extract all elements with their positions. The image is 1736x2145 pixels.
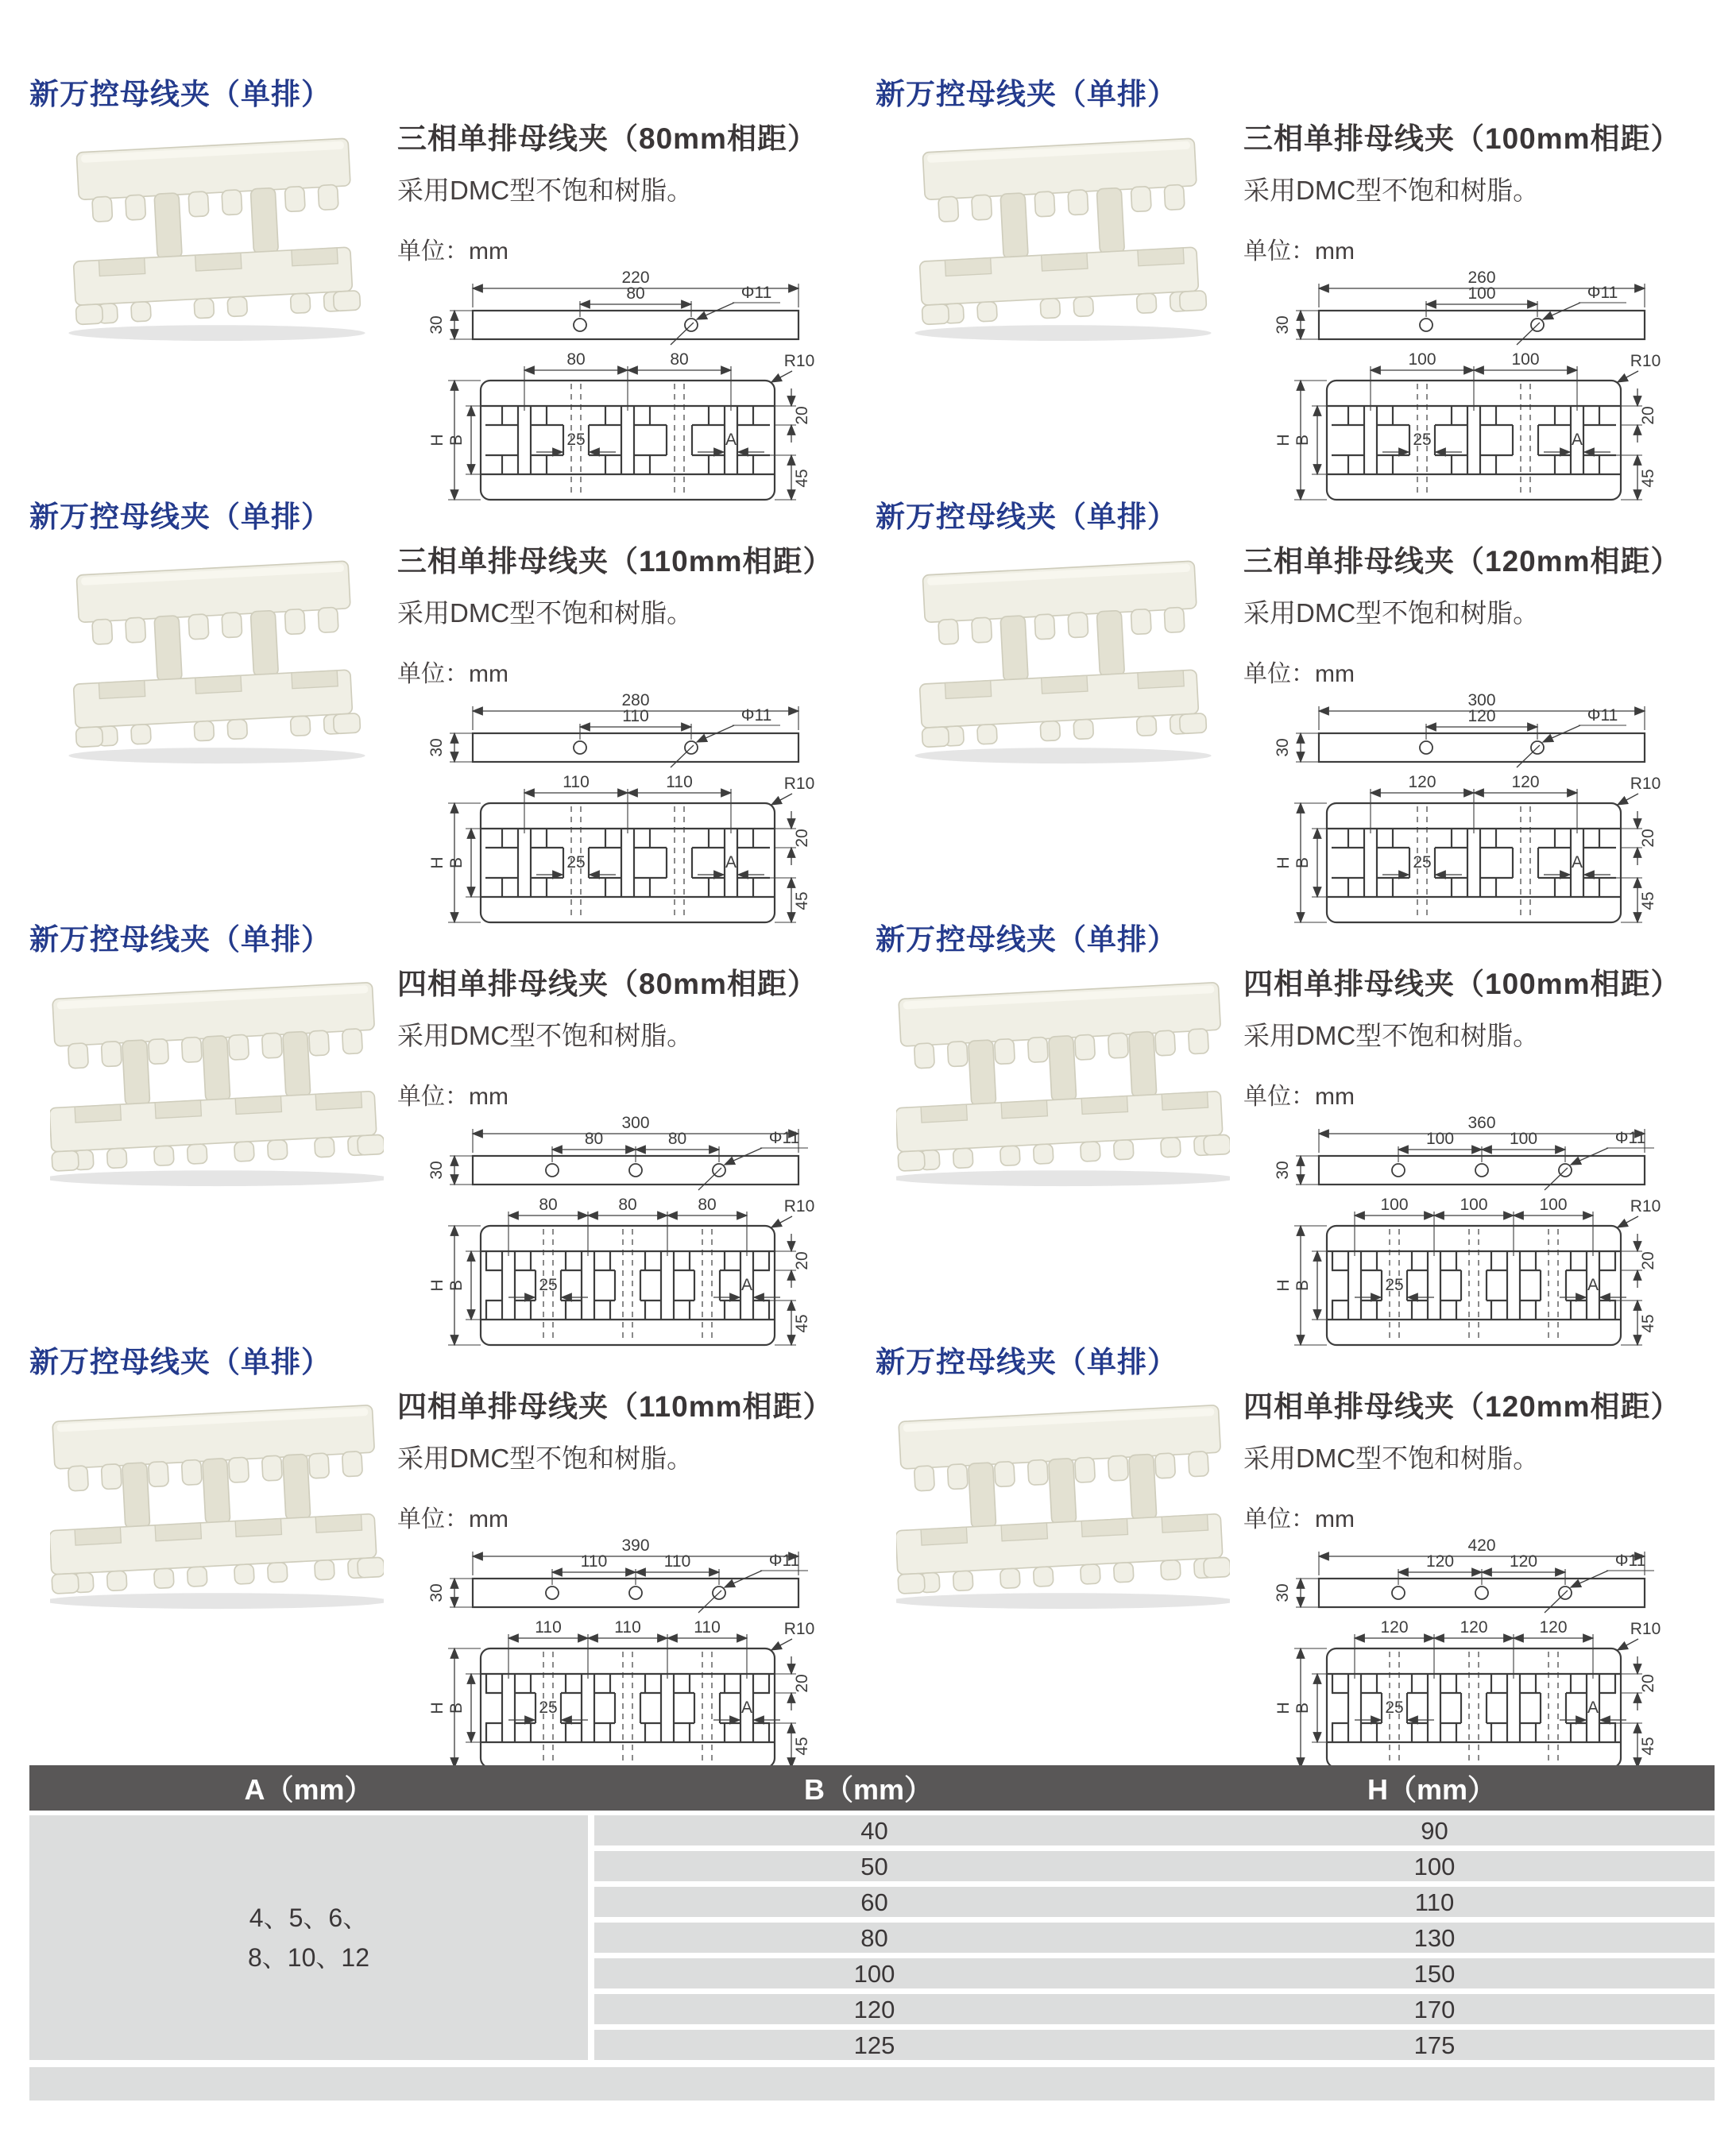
product-subtitle: 采用DMC型不饱和树脂。 (397, 176, 694, 205)
svg-text:20: 20 (793, 406, 811, 425)
svg-text:80: 80 (539, 1196, 558, 1214)
svg-text:45: 45 (793, 1314, 811, 1333)
section-content (397, 1382, 860, 1776)
svg-text:Φ11: Φ11 (768, 1552, 800, 1570)
table-cell: 130 (1413, 1924, 1456, 1952)
svg-text:20: 20 (793, 829, 811, 848)
a-values-line: 8、10、12 (248, 1943, 369, 1972)
section-header: 新万控母线夹（单排） (876, 923, 1177, 956)
svg-text:A: A (725, 853, 737, 872)
product-title: 三相单排母线夹（80mm相距） (397, 122, 818, 155)
svg-text:120: 120 (1511, 773, 1540, 791)
col-header-a: A（mm） (244, 1773, 373, 1806)
svg-text:30: 30 (1274, 315, 1292, 334)
svg-text:H: H (428, 1279, 447, 1292)
svg-text:110: 110 (666, 773, 693, 791)
svg-text:R10: R10 (1630, 1197, 1661, 1216)
section-header: 新万控母线夹（单排） (29, 78, 331, 110)
a-values-cell (29, 1815, 588, 2060)
svg-text:25: 25 (1385, 1276, 1404, 1294)
product-section (28, 1336, 860, 1759)
svg-text:20: 20 (1639, 1674, 1657, 1693)
table-cell: 170 (1413, 1996, 1456, 2023)
product-subtitle: 采用DMC型不饱和树脂。 (1243, 1021, 1540, 1050)
table-cell: 50 (860, 1853, 888, 1880)
svg-text:80: 80 (698, 1196, 717, 1214)
product-photo-icon (896, 543, 1230, 771)
svg-text:R10: R10 (1630, 775, 1661, 793)
product-subtitle: 采用DMC型不饱和树脂。 (1243, 598, 1540, 628)
svg-text:B: B (1293, 856, 1312, 869)
svg-text:100: 100 (1380, 1196, 1409, 1214)
product-photo-icon (896, 1389, 1230, 1617)
unit-label: 单位：mm (1243, 238, 1355, 265)
svg-text:110: 110 (563, 773, 590, 791)
table-row (594, 1958, 1715, 1988)
svg-text:45: 45 (793, 1737, 811, 1756)
svg-text:80: 80 (626, 284, 645, 303)
table-row (594, 1994, 1715, 2024)
svg-text:110: 110 (663, 1552, 691, 1571)
table-cell: 120 (853, 1996, 895, 2023)
svg-text:20: 20 (1639, 1251, 1657, 1270)
svg-text:110: 110 (622, 707, 649, 725)
product-title: 四相单排母线夹（100mm相距） (1243, 968, 1681, 1000)
svg-text:B: B (447, 1279, 466, 1292)
section-header: 新万控母线夹（单排） (876, 500, 1177, 533)
svg-text:A: A (1571, 853, 1583, 872)
technical-drawing (397, 1115, 842, 1353)
svg-text:R10: R10 (783, 352, 815, 370)
svg-text:100: 100 (1425, 1130, 1455, 1148)
product-section (874, 1336, 1707, 1759)
svg-text:B: B (447, 434, 466, 446)
svg-text:120: 120 (1460, 1618, 1488, 1637)
svg-text:25: 25 (1385, 1699, 1404, 1717)
svg-text:220: 220 (621, 269, 650, 287)
svg-text:B: B (1293, 434, 1312, 446)
svg-text:80: 80 (670, 350, 689, 369)
product-section (28, 491, 860, 914)
table-cell: 60 (860, 1888, 888, 1916)
svg-text:30: 30 (1274, 738, 1292, 757)
svg-text:30: 30 (1274, 1583, 1292, 1602)
svg-text:120: 120 (1425, 1552, 1455, 1571)
technical-drawing (1243, 1537, 1688, 1776)
svg-text:100: 100 (1509, 1130, 1538, 1148)
section-content (397, 537, 860, 930)
svg-text:25: 25 (566, 431, 586, 449)
svg-text:120: 120 (1380, 1618, 1409, 1637)
table-cell: 125 (853, 2031, 895, 2059)
svg-text:30: 30 (427, 315, 446, 334)
product-title: 四相单排母线夹（120mm相距） (1243, 1390, 1681, 1423)
product-section (28, 914, 860, 1336)
section-content (1243, 960, 1707, 1353)
product-photo-icon (50, 966, 384, 1194)
svg-text:R10: R10 (1630, 352, 1661, 370)
svg-text:100: 100 (1460, 1196, 1488, 1214)
technical-drawing (397, 692, 842, 930)
svg-text:A: A (740, 1699, 753, 1717)
svg-text:25: 25 (1413, 853, 1432, 872)
svg-text:Φ11: Φ11 (740, 706, 772, 725)
section-header: 新万控母线夹（单排） (29, 923, 331, 956)
spec-table-body (29, 1815, 1715, 2060)
svg-text:25: 25 (539, 1276, 558, 1294)
product-photo-icon (896, 966, 1230, 1194)
svg-text:H: H (428, 1702, 447, 1714)
section-header: 新万控母线夹（单排） (876, 78, 1177, 110)
svg-text:80: 80 (566, 350, 586, 369)
table-cell: 100 (1413, 1853, 1456, 1880)
svg-text:25: 25 (539, 1699, 558, 1717)
svg-text:300: 300 (621, 1115, 650, 1132)
spec-table (29, 1765, 1715, 2101)
svg-text:H: H (428, 856, 447, 869)
sections-grid (28, 68, 1707, 1759)
section-header: 新万控母线夹（单排） (876, 1346, 1177, 1378)
svg-text:420: 420 (1467, 1537, 1496, 1555)
product-title: 三相单排母线夹（100mm相距） (1243, 122, 1681, 155)
product-title: 四相单排母线夹（110mm相距） (397, 1390, 833, 1423)
svg-text:260: 260 (1467, 269, 1496, 287)
svg-text:20: 20 (1639, 829, 1657, 848)
product-title: 四相单排母线夹（80mm相距） (397, 968, 818, 1000)
svg-text:45: 45 (793, 891, 811, 910)
svg-text:45: 45 (793, 469, 811, 488)
table-cell: 100 (853, 1960, 895, 1988)
technical-drawing (1243, 1115, 1688, 1353)
product-section (874, 68, 1707, 491)
svg-text:H: H (1274, 1279, 1293, 1292)
svg-text:120: 120 (1539, 1618, 1568, 1637)
table-row (594, 1815, 1715, 1845)
table-cell: 90 (1421, 1817, 1448, 1845)
table-cell: 110 (1414, 1888, 1455, 1916)
svg-text:120: 120 (1408, 773, 1436, 791)
svg-text:R10: R10 (1630, 1620, 1661, 1638)
svg-text:25: 25 (1413, 431, 1432, 449)
svg-text:280: 280 (621, 692, 650, 709)
technical-drawing (397, 269, 842, 508)
section-content (397, 960, 860, 1353)
product-subtitle: 采用DMC型不饱和树脂。 (397, 1444, 694, 1473)
svg-text:30: 30 (1274, 1161, 1292, 1180)
unit-label: 单位：mm (1243, 661, 1355, 687)
svg-text:Φ11: Φ11 (740, 284, 772, 302)
svg-text:110: 110 (580, 1552, 608, 1571)
svg-text:25: 25 (566, 853, 586, 872)
svg-text:45: 45 (1639, 1737, 1657, 1756)
product-section (874, 914, 1707, 1336)
svg-text:120: 120 (1509, 1552, 1538, 1571)
unit-label: 单位：mm (397, 238, 508, 265)
table-row (594, 1923, 1715, 1953)
svg-text:390: 390 (621, 1537, 650, 1555)
unit-label: 单位：mm (397, 1084, 508, 1110)
svg-text:H: H (1274, 856, 1293, 869)
svg-text:A: A (740, 1276, 753, 1294)
product-subtitle: 采用DMC型不饱和树脂。 (1243, 176, 1540, 205)
svg-text:100: 100 (1467, 284, 1496, 303)
unit-label: 单位：mm (397, 1506, 508, 1532)
table-cell: 150 (1413, 1960, 1456, 1988)
technical-drawing (1243, 692, 1688, 930)
table-footer-strip (29, 2067, 1715, 2101)
product-title: 三相单排母线夹（120mm相距） (1243, 545, 1681, 578)
section-content (1243, 114, 1707, 508)
svg-text:80: 80 (584, 1130, 604, 1148)
svg-text:300: 300 (1467, 692, 1496, 709)
svg-text:Φ11: Φ11 (1614, 1129, 1646, 1147)
svg-text:A: A (725, 431, 737, 449)
unit-label: 单位：mm (1243, 1084, 1355, 1110)
svg-text:100: 100 (1511, 350, 1540, 369)
col-header-h: H（mm） (1367, 1773, 1497, 1806)
bh-rows (594, 1815, 1715, 2060)
product-section (28, 68, 860, 491)
svg-text:30: 30 (427, 1583, 446, 1602)
svg-text:120: 120 (1467, 707, 1496, 725)
svg-text:R10: R10 (783, 1620, 815, 1638)
product-subtitle: 采用DMC型不饱和树脂。 (397, 1021, 694, 1050)
col-header-b: B（mm） (803, 1773, 934, 1806)
svg-text:Φ11: Φ11 (768, 1129, 800, 1147)
product-photo-icon (896, 121, 1230, 349)
svg-text:R10: R10 (783, 775, 815, 793)
svg-text:80: 80 (667, 1130, 687, 1148)
svg-text:A: A (1571, 431, 1583, 449)
svg-text:20: 20 (1639, 406, 1657, 425)
svg-text:20: 20 (793, 1674, 811, 1693)
svg-text:110: 110 (694, 1618, 721, 1637)
table-row (594, 2030, 1715, 2060)
table-cell: 40 (860, 1817, 888, 1845)
svg-text:B: B (1293, 1702, 1312, 1714)
svg-text:110: 110 (614, 1618, 641, 1637)
unit-label: 单位：mm (397, 661, 508, 687)
product-subtitle: 采用DMC型不饱和树脂。 (1243, 1444, 1540, 1473)
product-photo-icon (50, 543, 384, 771)
svg-text:H: H (1274, 434, 1293, 446)
svg-text:R10: R10 (783, 1197, 815, 1216)
svg-text:B: B (447, 856, 466, 869)
product-photo-icon (50, 1389, 384, 1617)
svg-text:100: 100 (1539, 1196, 1568, 1214)
a-values-line: 4、5、6、 (249, 1903, 369, 1932)
svg-text:Φ11: Φ11 (1614, 1552, 1646, 1570)
svg-text:B: B (447, 1702, 466, 1714)
svg-text:H: H (1274, 1702, 1293, 1714)
product-section (874, 491, 1707, 914)
table-row (594, 1887, 1715, 1917)
svg-text:H: H (428, 434, 447, 446)
svg-text:30: 30 (427, 1161, 446, 1180)
svg-text:20: 20 (793, 1251, 811, 1270)
product-photo-icon (50, 121, 384, 349)
svg-text:A: A (1587, 1276, 1599, 1294)
section-header: 新万控母线夹（单排） (29, 500, 331, 533)
svg-text:Φ11: Φ11 (1587, 706, 1618, 725)
svg-text:100: 100 (1408, 350, 1436, 369)
svg-text:A: A (1587, 1699, 1599, 1717)
table-row (594, 1851, 1715, 1881)
product-title: 三相单排母线夹（110mm相距） (397, 545, 833, 578)
svg-text:30: 30 (427, 738, 446, 757)
technical-drawing (1243, 269, 1688, 508)
svg-text:80: 80 (618, 1196, 637, 1214)
product-subtitle: 采用DMC型不饱和树脂。 (397, 598, 694, 628)
section-content (397, 114, 860, 508)
unit-label: 单位：mm (1243, 1506, 1355, 1532)
svg-text:B: B (1293, 1279, 1312, 1292)
table-cell: 80 (860, 1924, 888, 1952)
svg-text:360: 360 (1467, 1115, 1496, 1132)
section-header: 新万控母线夹（单排） (29, 1346, 331, 1378)
spec-table-header (29, 1765, 1715, 1811)
technical-drawing (397, 1537, 842, 1776)
svg-text:45: 45 (1639, 1314, 1657, 1333)
svg-text:Φ11: Φ11 (1587, 284, 1618, 302)
svg-text:110: 110 (535, 1618, 562, 1637)
table-cell: 175 (1413, 2031, 1456, 2059)
section-content (1243, 1382, 1707, 1776)
svg-text:45: 45 (1639, 891, 1657, 910)
svg-text:45: 45 (1639, 469, 1657, 488)
section-content (1243, 537, 1707, 930)
